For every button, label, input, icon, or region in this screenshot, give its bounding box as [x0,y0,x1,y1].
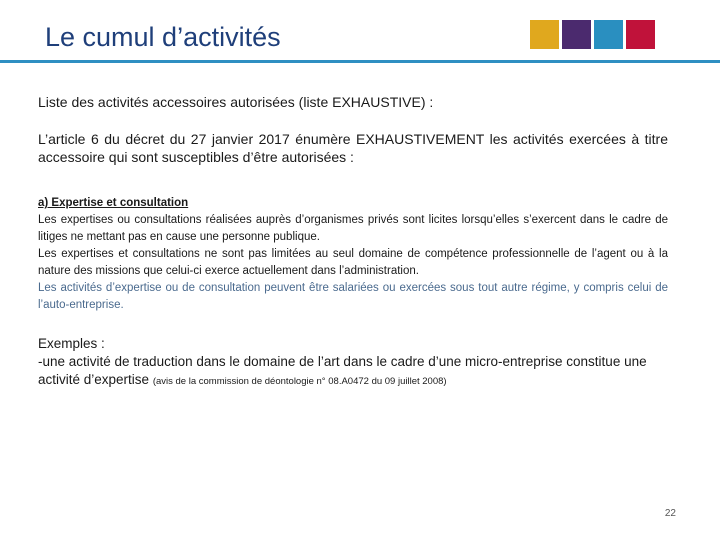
examples-text: -une activité de traduction dans le domaine de l’art dans le cadre d’une micro-entreprise constitue une activité d’expertise [38,354,647,387]
expertise-paragraph-2: Les expertises et consultations ne sont pas limitées au seul domaine de compétence professionnelle de l’agent ou à la nature des missions que celui-ci exerce actuellement dans l’administration. [38,248,668,277]
slide-title: Le cumul d’activités [45,22,281,52]
examples-text-line [38,353,678,391]
accent-square-red [626,20,655,49]
expertise-section [38,195,668,314]
examples-reference: (avis de la commission de déontologie n° 08.A0472 du 09 juillet 2008) [152,376,447,387]
intro-paragraph: L’article 6 du décret du 27 janvier 2017 énumère EXHAUSTIVEMENT les activités exercées à titre accessoire qui sont susceptibles d’être autorisées : [38,131,668,165]
examples-label: Exemples : [38,336,105,351]
accent-square-purple [562,20,591,49]
accent-squares [530,20,655,49]
accent-square-gold [530,20,559,49]
examples-block [38,335,678,391]
title-divider [0,60,720,63]
expertise-subtitle: a) Expertise et consultation [38,197,189,209]
page-number: 22 [664,508,676,519]
section-heading: Liste des activités accessoires autorisées (liste EXHAUSTIVE) : [38,94,434,110]
expertise-paragraph-1: Les expertises ou consultations réalisées auprès d’organismes privés sont licites lorsqu’elles s’exercent dans le cadre de litiges ne mettant pas en cause une personne publique. [38,214,668,243]
expertise-paragraph-3: Les activités d’expertise ou de consultation peuvent être salariées ou exercées sous tout autre régime, y compris celui de l’auto-entreprise. [38,282,668,311]
accent-square-blue [594,20,623,49]
